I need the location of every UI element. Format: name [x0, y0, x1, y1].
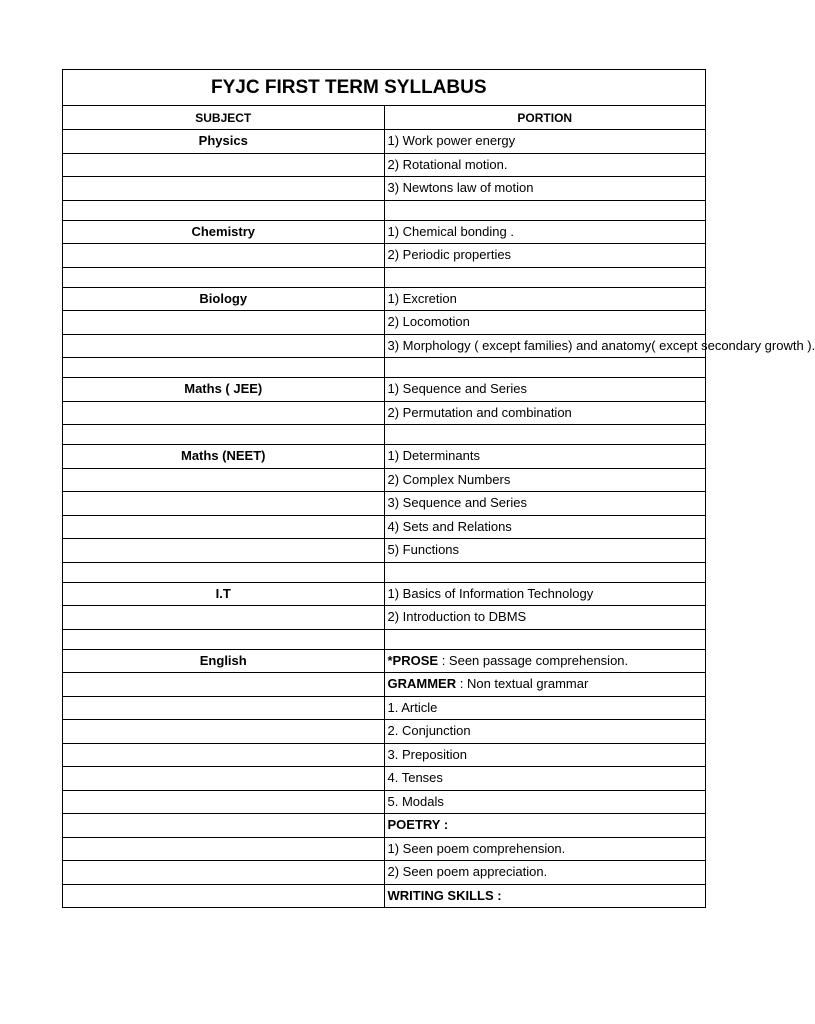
- portion-cell: [384, 743, 706, 767]
- portion-text: 1) Seen poem comprehension.: [387, 840, 566, 856]
- subject-cell: [63, 884, 385, 908]
- portion-cell: [384, 696, 706, 720]
- subject-cell: [63, 720, 385, 744]
- portion-cell: [384, 244, 706, 268]
- portion-cell: [384, 267, 706, 287]
- table-row: [63, 790, 706, 814]
- table-row: [63, 743, 706, 767]
- subject-cell: [63, 200, 385, 220]
- portion-cell: [384, 629, 706, 649]
- portion-cell: [384, 515, 706, 539]
- portion-text: 3. Preposition: [387, 746, 467, 762]
- portion-cell: [384, 287, 706, 311]
- subject-cell: [63, 696, 385, 720]
- portion-cell: [384, 468, 706, 492]
- portion-cell: [384, 200, 706, 220]
- page-title: FYJC FIRST TERM SYLLABUS: [63, 70, 706, 106]
- title-row: [63, 70, 706, 106]
- table-row: [63, 606, 706, 630]
- portion-cell: [384, 334, 815, 358]
- table-row: [63, 130, 706, 154]
- subject-cell: [63, 606, 385, 630]
- portion-text: 2) Introduction to DBMS: [387, 609, 527, 625]
- portion-cell: [384, 673, 706, 697]
- subject-cell: Chemistry: [63, 220, 385, 244]
- subject-cell: Physics: [63, 130, 385, 154]
- table-row: [63, 861, 706, 885]
- subject-cell: [63, 861, 385, 885]
- table-row: [63, 649, 706, 673]
- table-row: [63, 334, 706, 358]
- syllabus-table: [62, 69, 815, 908]
- subject-cell: [63, 814, 385, 838]
- subject-cell: [63, 468, 385, 492]
- table-row: [63, 177, 706, 201]
- portion-header: PORTION: [384, 106, 706, 130]
- portion-text: 4. Tenses: [387, 770, 443, 786]
- subject-cell: [63, 767, 385, 791]
- table-row: [63, 884, 706, 908]
- subject-cell: I.T: [63, 582, 385, 606]
- portion-text: 4) Sets and Relations: [387, 518, 512, 534]
- portion-cell: [384, 884, 706, 908]
- portion-text: : Non textual grammar: [456, 676, 589, 692]
- portion-text: 1) Basics of Information Technology: [387, 585, 594, 601]
- header-row: [63, 106, 706, 130]
- table-row: [63, 220, 706, 244]
- portion-cell: [384, 220, 706, 244]
- subject-cell: [63, 629, 385, 649]
- subject-cell: [63, 673, 385, 697]
- portion-text: 1) Excretion: [387, 290, 457, 306]
- subject-cell: [63, 358, 385, 378]
- table-row: [63, 287, 706, 311]
- subject-cell: [63, 401, 385, 425]
- portion-text: 3) Sequence and Series: [387, 495, 527, 511]
- subject-cell: Biology: [63, 287, 385, 311]
- table-row: [63, 468, 706, 492]
- subject-cell: [63, 425, 385, 445]
- portion-cell: [384, 539, 706, 563]
- portion-text: 5) Functions: [387, 542, 460, 558]
- portion-text: 1. Article: [387, 699, 438, 715]
- subject-cell: [63, 153, 385, 177]
- portion-text: 3) Newtons law of motion: [387, 180, 534, 196]
- subject-cell: [63, 244, 385, 268]
- portion-text: 1) Determinants: [387, 448, 480, 464]
- portion-cell: [384, 378, 706, 402]
- portion-cell: [384, 720, 706, 744]
- portion-cell: [384, 837, 706, 861]
- subject-cell: [63, 267, 385, 287]
- portion-cell: [384, 492, 706, 516]
- subject-header: SUBJECT: [63, 106, 385, 130]
- portion-cell: [384, 311, 706, 335]
- subject-cell: [63, 837, 385, 861]
- subject-cell: Maths ( JEE): [63, 378, 385, 402]
- portion-text: 2) Seen poem appreciation.: [387, 864, 548, 880]
- portion-text: 2. Conjunction: [387, 723, 471, 739]
- subject-cell: [63, 177, 385, 201]
- subject-cell: English: [63, 649, 385, 673]
- portion-cell: [384, 562, 706, 582]
- portion-text: 2) Periodic properties: [387, 247, 512, 263]
- table-row: [63, 673, 706, 697]
- table-row: [63, 539, 706, 563]
- portion-cell: [384, 649, 706, 673]
- table-row: [63, 837, 706, 861]
- portion-cell: [384, 814, 706, 838]
- portion-text: 2) Permutation and combination: [387, 404, 572, 420]
- portion-cell: [384, 767, 706, 791]
- portion-text: 3) Morphology ( except families) and anatomy( except secondary growth ).: [387, 337, 815, 353]
- spacer-row: [63, 200, 706, 220]
- spacer-row: [63, 358, 706, 378]
- subject-cell: [63, 492, 385, 516]
- portion-cell: [384, 606, 706, 630]
- table-row: [63, 492, 706, 516]
- table-row: [63, 244, 706, 268]
- portion-cell: [384, 425, 706, 445]
- portion-text: 5. Modals: [387, 793, 444, 809]
- portion-text: 2) Locomotion: [387, 314, 470, 330]
- subject-cell: [63, 515, 385, 539]
- table-row: [63, 515, 706, 539]
- portion-text: 1) Work power energy: [387, 133, 516, 149]
- subject-cell: [63, 311, 385, 335]
- table-row: [63, 814, 706, 838]
- subject-cell: [63, 790, 385, 814]
- table-row: [63, 767, 706, 791]
- portion-heading: POETRY :: [387, 817, 449, 833]
- portion-text: : Seen passage comprehension.: [438, 652, 629, 668]
- subject-cell: [63, 539, 385, 563]
- table-row: [63, 311, 706, 335]
- portion-heading: WRITING SKILLS :: [387, 887, 502, 903]
- portion-text: 2) Complex Numbers: [387, 471, 511, 487]
- table-row: [63, 378, 706, 402]
- portion-text: 2) Rotational motion.: [387, 156, 508, 172]
- portion-text: 1) Sequence and Series: [387, 381, 527, 397]
- subject-cell: Maths (NEET): [63, 445, 385, 469]
- subject-cell: [63, 334, 385, 358]
- subject-cell: [63, 743, 385, 767]
- portion-cell: [384, 153, 706, 177]
- table-row: [63, 401, 706, 425]
- spacer-row: [63, 425, 706, 445]
- portion-cell: [384, 582, 706, 606]
- portion-cell: [384, 177, 706, 201]
- table-row: [63, 582, 706, 606]
- table-row: [63, 696, 706, 720]
- table-row: [63, 720, 706, 744]
- portion-heading: GRAMMER: [387, 676, 457, 692]
- spacer-row: [63, 629, 706, 649]
- spacer-row: [63, 562, 706, 582]
- portion-cell: [384, 401, 706, 425]
- portion-cell: [384, 445, 706, 469]
- portion-heading: *PROSE: [387, 652, 439, 668]
- portion-cell: [384, 790, 706, 814]
- table-row: [63, 445, 706, 469]
- portion-cell: [384, 358, 706, 378]
- portion-cell: [384, 130, 706, 154]
- subject-cell: [63, 562, 385, 582]
- spacer-row: [63, 267, 706, 287]
- table-row: [63, 153, 706, 177]
- portion-text: 1) Chemical bonding .: [387, 223, 514, 239]
- portion-cell: [384, 861, 706, 885]
